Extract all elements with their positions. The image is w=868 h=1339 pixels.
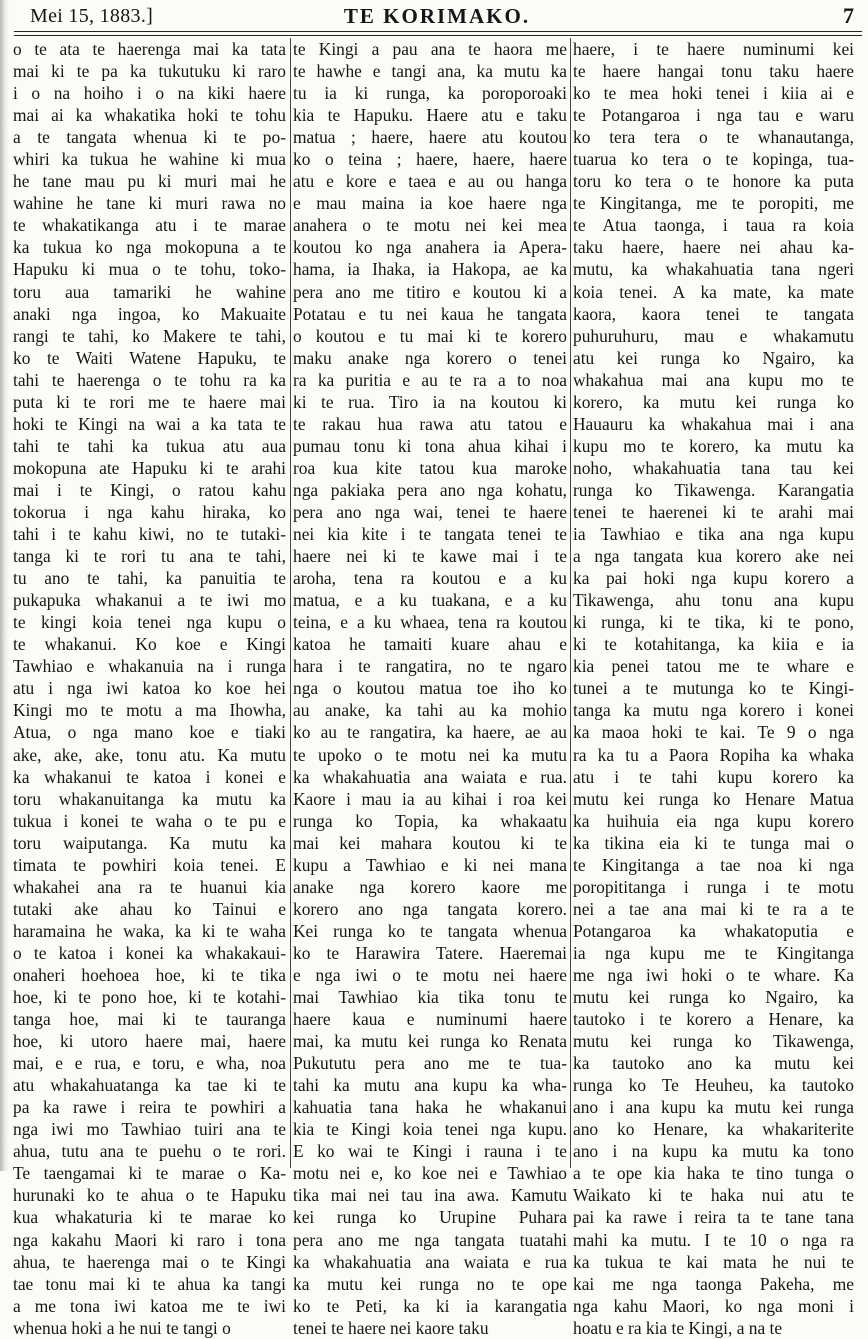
text-line: kia te Hapuku. Haere atu e taku: [293, 105, 567, 126]
text-line: tahi te tahi ka tukua atu aua: [13, 435, 286, 456]
text-line: te Kingitanga, me te poropiti, me: [573, 193, 854, 214]
text-line: whakahua mai ana kupu mo te: [573, 369, 854, 390]
text-line: pa ka rawe i reira te powhiri a: [13, 1097, 286, 1118]
text-line: tahi ka mutu ana kupu ka wha-: [293, 1075, 567, 1096]
text-line: ki runga, ki te tika, ki te pono,: [573, 612, 854, 633]
text-line: mai kei mahara koutou ki te: [293, 832, 567, 853]
text-line: mokopuna ate Hapuku ki te arahi: [13, 457, 286, 478]
text-line: Potatau e tu nei kaua he tangata: [293, 303, 567, 324]
text-line: mutu kei runga ko Ngairo, ka: [573, 987, 854, 1008]
text-line: atu i nga iwi katoa ko koe hei: [13, 678, 286, 699]
text-line: Kingi mo te motu a ma Ihowha,: [13, 700, 286, 721]
text-line: a te ope kia haka te tino tunga o: [573, 1163, 854, 1184]
text-line: ka tikina eia ki te tunga mai o: [573, 832, 854, 853]
text-line: ano i na kupu ka mutu ka tono: [573, 1141, 854, 1162]
text-line: teina, e a ku whaea, tena ra koutou: [293, 612, 567, 633]
text-line: Te taengamai ki te marae o Ka-: [13, 1163, 286, 1184]
text-line: tae tonu mai ki te ahua ka tangi: [13, 1273, 286, 1294]
text-line: taku haere, haere nei ahau ka-: [573, 237, 854, 258]
text-line: matua ; haere, haere atu koutou: [293, 127, 567, 148]
header-rule: [14, 31, 862, 32]
text-line: roa kua kite tatou kua maroke: [293, 457, 567, 478]
text-line: tu ano te tahi, ka panuitia te: [13, 568, 286, 589]
text-line: haere nei ki te kawe mai i te: [293, 546, 567, 567]
text-line: tuarua ko tera o te kopinga, tua-: [573, 149, 854, 170]
text-line: mai, e e rua, e toru, e wha, noa: [13, 1053, 286, 1074]
text-line: tokorua i nga kahu hiraka, ko: [13, 501, 286, 522]
text-line: kaora, kaora tenei te tangata: [573, 303, 854, 324]
text-line: Atua, o nga mano koe e tiaki: [13, 722, 286, 743]
text-line: koia tenei. A ka mate, ka mate: [573, 281, 854, 302]
text-line: atu kei runga ko Ngairo, ka: [573, 347, 854, 368]
text-line: te Kingitanga a tae noa ki nga: [573, 854, 854, 875]
text-line: nga o koutou matua toe iho ko: [293, 678, 567, 699]
header-rule-thin: [14, 35, 862, 36]
text-line: tanga ki te rori tu ana te tahi,: [13, 546, 286, 567]
text-line: atu e kore e taea e au ou hanga: [293, 171, 567, 192]
text-line: a nga tangata kua korero ake nei: [573, 546, 854, 567]
column-divider: [290, 38, 291, 1168]
text-line: ka pai hoki nga kupu korero a: [573, 568, 854, 589]
text-line: hurunaki ko te ahua o te Hapuku: [13, 1185, 286, 1206]
text-line: kia te Kingi koia tenei nga kupu.: [293, 1119, 567, 1140]
text-line: pukapuka whakanui a te iwi mo: [13, 590, 286, 611]
text-line: o koutou e tu mai ki te korero: [293, 325, 567, 346]
text-line: koutou ko nga anahera ia Apera-: [293, 237, 567, 258]
text-line: kahuatia tana haka he whakanui: [293, 1097, 567, 1118]
text-line: Tawhiao e whakanuia na i runga: [13, 656, 286, 677]
text-line: whiri ka tukua he wahine ki mua: [13, 149, 286, 170]
text-line: tanga hoe, mai ki te tauranga: [13, 1009, 286, 1030]
text-line: atu i te tahi kupu korero ka: [573, 766, 854, 787]
text-line: poropititanga i runga i te motu: [573, 876, 854, 897]
text-line: nga pakiaka pera ano nga kohatu,: [293, 479, 567, 500]
text-line: kupu a Tawhiao e ki nei mana: [293, 854, 567, 875]
text-line: ano i ana kupu ka mutu kei runga: [573, 1097, 854, 1118]
text-line: kupu mo te korero, ka mutu ka: [573, 435, 854, 456]
text-line: pera ano me nga tangata tuatahi: [293, 1229, 567, 1250]
text-line: te upoko o te motu nei ka mutu: [293, 744, 567, 765]
text-line: ra ka puritia e au te ra a to noa: [293, 369, 567, 390]
text-line: mutu kei runga ko Tikawenga,: [573, 1031, 854, 1052]
text-line: onaheri hoehoea hoe, ki te tika: [13, 964, 286, 985]
text-line: mai ki te pa ka tukutuku ki raro: [13, 61, 286, 82]
text-line: toru aua tamariki he wahine: [13, 281, 286, 302]
text-line: Hauauru ka whakahua mai i ana: [573, 413, 854, 434]
text-line: aroha, tena ra koutou e a ku: [293, 568, 567, 589]
text-line: puta ki te rori me te haere mai: [13, 391, 286, 412]
text-line: whenua hoki a he nui te tangi o: [13, 1317, 231, 1338]
text-line: noho, whakahuatia tana tau kei: [573, 457, 854, 478]
text-line: a me tona iwi katoa me te iwi: [13, 1295, 286, 1316]
text-line: ka tautoko ano ka mutu kei: [573, 1053, 854, 1074]
text-line: pera ano nga wai, tenei te haere: [293, 501, 567, 522]
text-line: pai ka rawe i reira ta te tane tana: [573, 1207, 854, 1228]
text-line: nei kia kite i te tangata tenei te: [293, 524, 567, 545]
text-line: mai, ka mutu kei runga ko Renata: [293, 1031, 567, 1052]
text-line: Potangaroa ka whakatoputia e: [573, 920, 854, 941]
text-line: ia Tawhiao e tika ana nga kupu: [573, 524, 854, 545]
text-line: ko tera tera o te whanautanga,: [573, 127, 854, 148]
text-line: ano ko Henare, ka whakariterite: [573, 1119, 854, 1140]
text-line: tutaki ake ahau ko Tainui e: [13, 898, 286, 919]
text-line: me nga iwi hoki o te whare. Ka: [573, 964, 854, 985]
text-line: te Kingi a pau ana te haora me: [293, 39, 567, 59]
text-line: te whakatikanga atu i te marae: [13, 215, 286, 236]
text-line: hoatu e ra kia te Kingi, a na te: [573, 1317, 783, 1338]
text-line: korero ano nga tangata korero.: [293, 898, 567, 919]
text-line: korero, ka mutu kei runga ko: [573, 391, 854, 412]
text-line: tenei te haerenei ki te arahi mai: [573, 501, 854, 522]
text-line: o te ata te haerenga mai ka tata: [13, 39, 286, 59]
text-line: runga ko Topia, ka whakaatu: [293, 810, 567, 831]
text-line: au anake, ka tahi au ka mohio: [293, 700, 567, 721]
newspaper-title: TE KORIMAKO.: [343, 4, 531, 28]
text-line: Hapuku ki mua o te tohu, toko-: [13, 259, 286, 280]
text-line: te Atua taonga, i taua ra koia: [573, 215, 854, 236]
text-line: ki te kotahitanga, ka kiia e ia: [573, 634, 854, 655]
text-line: hama, ia Ihaka, ia Hakopa, ae ka: [293, 259, 567, 280]
text-line: Waikato ki te haka nui atu te: [573, 1185, 854, 1206]
text-line: ake, ake, ake, tonu atu. Ka mutu: [13, 744, 286, 765]
text-line: tahi te haerenga o te tohu ra ka: [13, 369, 286, 390]
text-line: E ko wai te Kingi i rauna i te: [293, 1141, 567, 1162]
text-line: te hawhe e tangi ana, ka mutu ka: [293, 61, 567, 82]
text-line: ka maoa hoki te kai. Te 9 o nga: [573, 722, 854, 743]
text-line: he tane mau pu ki muri mai he: [13, 171, 286, 192]
text-line: ka tukua ko nga mokopuna a te: [13, 237, 286, 258]
text-line: hoe, ki utoro haere mai, haere: [13, 1031, 286, 1052]
text-line: puhuruhuru, mau e whakamutu: [573, 325, 854, 346]
text-line: te Potangaroa i nga tau e waru: [573, 105, 854, 126]
text-line: ka tukua te kai mata he nui te: [573, 1251, 854, 1272]
text-line: anaki nga ingoa, ko Makuaite: [13, 303, 286, 324]
text-line: nga iwi mo Tawhiao tuiri ana te: [13, 1119, 286, 1140]
text-line: mutu kei runga ko Henare Matua: [573, 788, 854, 809]
column-divider: [570, 38, 571, 1168]
text-line: mai Tawhiao kia tika tonu te: [293, 987, 567, 1008]
text-line: mutu, ka whakahuatia tana ngeri: [573, 259, 854, 280]
text-line: ra ka tu a Paora Ropiha ka whaka: [573, 744, 854, 765]
text-line: te whakanui. Ko koe e Kingi: [13, 634, 286, 655]
text-line: te rakau hua rawa atu tatou e: [293, 413, 567, 434]
text-line: tahi i te kahu kiwi, no te tutaki-: [13, 524, 286, 545]
text-line: a te tangata whenua ki te po-: [13, 127, 286, 148]
text-line: ka whakahuatia ana waiata e rua.: [293, 766, 567, 787]
text-line: pumau tonu ki tona ahua kihai i: [293, 435, 567, 456]
text-line: tenei te haere nei kaore taku: [293, 1317, 489, 1338]
text-line: ko o teina ; haere, haere, haere: [293, 149, 567, 170]
text-line: ko au te rangatira, ka haere, ae au: [293, 722, 567, 743]
text-line: maku anake nga korero o tenei: [293, 347, 567, 368]
text-line: tukua i konei te waha o te pu e: [13, 810, 286, 831]
text-line: kia penei tatou me te whare e: [573, 656, 854, 677]
text-column-2: [293, 38, 567, 1339]
text-line: ahua, te haerenga mai o te Kingi: [13, 1251, 286, 1272]
text-line: hoki te Kingi na wai a ka tata te: [13, 413, 286, 434]
text-line: ka whakanui te katoa i konei e: [13, 766, 286, 787]
text-line: Kei runga ko te tangata whenua: [293, 920, 567, 941]
text-line: anake nga korero kaore me: [293, 876, 567, 897]
text-line: mai i te Kingi, o ratou kahu: [13, 479, 286, 500]
text-line: haramaina he waka, ka ki te waha: [13, 920, 286, 941]
page-header: [14, 2, 860, 30]
text-line: toru ko tera o te honore ka puta: [573, 171, 854, 192]
text-line: ia nga kupu me te Kingitanga: [573, 942, 854, 963]
text-line: ko te Waiti Watene Hapuku, te: [13, 347, 286, 368]
text-line: mai ai ka whakatika hoki te tohu: [13, 105, 286, 126]
text-line: kai me nga taonga Pakeha, me: [573, 1273, 854, 1294]
text-line: ka whakahuatia ana waiata e rua: [293, 1251, 567, 1272]
text-line: timata te powhiri koia tenei. E: [13, 854, 286, 875]
text-line: ko te mea hoki tenei i kiia ai e: [573, 83, 854, 104]
issue-date: Mei 15, 1883.]: [30, 5, 154, 27]
text-line: te kingi koia tenei nga kupu o: [13, 612, 286, 633]
text-line: atu whakahuatanga ka tae ki te: [13, 1075, 286, 1096]
text-line: haere kaua e numinumi haere: [293, 1009, 567, 1030]
text-line: rangi te tahi, ko Makere te tahi,: [13, 325, 286, 346]
text-line: tanga ka mutu nga korero i konei: [573, 700, 854, 721]
text-line: ki te rua. Tiro ia na koutou ki: [293, 391, 567, 412]
text-line: runga ko Tikawenga. Karangatia: [573, 479, 854, 500]
text-line: haere, i te haere numinumi kei: [573, 39, 854, 59]
text-line: wahine he tane ki muri rawa no: [13, 193, 286, 214]
text-line: ka mutu kei runga no te ope: [293, 1273, 567, 1294]
text-line: motu nei e, ko koe nei e Tawhiao: [293, 1163, 567, 1184]
text-line: tautoko i te korero a Henare, ka: [573, 1009, 854, 1030]
text-line: nei a tae ana mai ki te ra a te: [573, 898, 854, 919]
text-line: o te katoa i konei ka whakakaui-: [13, 942, 286, 963]
text-line: tu ia ki runga, ka poroporoaki: [293, 83, 567, 104]
text-line: tunei a te mutunga ko te Kingi-: [573, 678, 854, 699]
text-line: runga ko Te Heuheu, ka tautoko: [573, 1075, 854, 1096]
text-line: whakahei ana ra te huanui kia: [13, 876, 286, 897]
text-line: kei runga ko Urupine Puhara: [293, 1207, 567, 1228]
page-number: 7: [843, 3, 854, 28]
text-line: pera ano me titiro e koutou ki a: [293, 281, 567, 302]
text-column-1: [13, 38, 286, 1339]
text-line: anahera o te motu nei kei mea: [293, 215, 567, 236]
text-line: Pukututu pera ano me te tua-: [293, 1053, 567, 1074]
text-line: Kaore i mau ia au kihai i roa kei: [293, 788, 567, 809]
text-line: hoe, ki te pono hoe, ki te kotahi-: [13, 987, 286, 1008]
text-line: nga kakahu Maori ki raro i tona: [13, 1229, 286, 1250]
text-line: matua, e a ku tuakana, e a ku: [293, 590, 567, 611]
text-line: tika mai nei tau ina awa. Kamutu: [293, 1185, 567, 1206]
text-line: toru whakanuitanga ka mutu ka: [13, 788, 286, 809]
text-line: katoa he tamaiti kuare ahau e: [293, 634, 567, 655]
text-line: ko te Harawira Tatere. Haeremai: [293, 942, 567, 963]
text-column-3: [573, 38, 854, 1339]
text-line: kua whakaturia ki te marae ko: [13, 1207, 286, 1228]
text-line: toru waiputanga. Ka mutu ka: [13, 832, 286, 853]
text-line: Tikawenga, ahu tonu ana kupu: [573, 590, 854, 611]
text-line: ko te Peti, ka ki ia karangatia: [293, 1295, 567, 1316]
text-line: mahi ka mutu. I te 10 o nga ra: [573, 1229, 854, 1250]
text-line: i o na hoiho i o na kiki haere: [13, 83, 286, 104]
text-line: e mau maina ia koe haere nga: [293, 193, 567, 214]
text-line: nga kahu Maori, ko nga moni i: [573, 1295, 854, 1316]
text-line: ahua, tutu ana te puehu o te rori.: [13, 1141, 286, 1162]
text-line: ka huihuia eia nga kupu korero: [573, 810, 854, 831]
text-line: hara i te rangatira, no te ngaro: [293, 656, 567, 677]
text-line: te haere hangai tonu taku haere: [573, 61, 854, 82]
page-binding-edge: [0, 0, 9, 1171]
text-line: e nga iwi o te motu nei haere: [293, 964, 567, 985]
